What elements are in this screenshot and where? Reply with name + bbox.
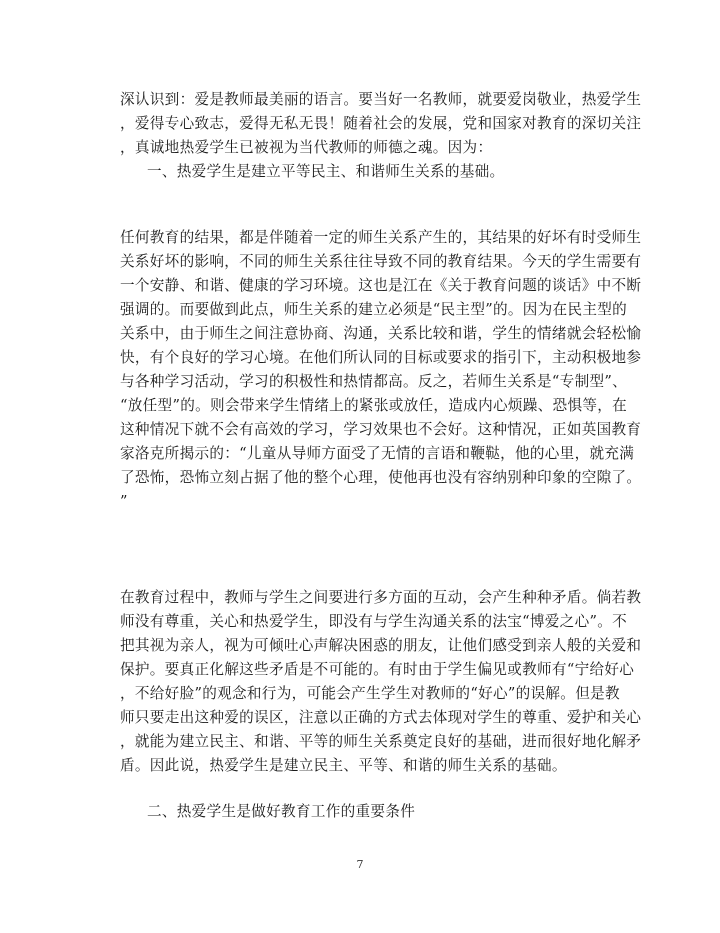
text-line: 盾。因此说，热爱学生是建立民主、平等、和谐的师生关系的基础。: [120, 757, 567, 774]
text-line: 强调的。而要做到此点，师生关系的建立必须是“民主型”的。因为在民主型的: [120, 301, 628, 318]
text-line: 师没有尊重，关心和热爱学生，即没有与学生沟通关系的法宝“博爱之心”。不: [120, 613, 628, 630]
paragraph-2: [120, 586, 642, 778]
text-line: 深认识到：爱是教师最美丽的语言。要当好一名教师，就要爱岗敬业，热爱学生: [120, 91, 642, 108]
text-line: 与各种学习活动，学习的积极性和热情都高。反之，若师生关系是“专制型”、: [120, 373, 628, 390]
text-line: 任何教育的结果，都是伴随着一定的师生关系产生的，其结果的好坏有时受师生: [120, 229, 642, 246]
text-line: ，真诚地热爱学生已被视为当代教师的师德之魂。因为：: [120, 139, 493, 156]
text-line: 关系中，由于师生之间注意协商、沟通，关系比较和谐，学生的情绪就会轻松愉: [120, 325, 642, 342]
text-line: ，爱得专心致志，爱得无私无畏！随着社会的发展，党和国家对教育的深切关注: [120, 115, 642, 132]
text-line: 师只要走出这种爱的误区，注意以正确的方式去体现对学生的尊重、爱护和关心: [120, 709, 642, 726]
intro-paragraph: [120, 88, 642, 160]
text-line: ，就能为建立民主、和谐、平等的师生关系奠定良好的基础，进而很好地化解矛: [120, 733, 642, 750]
text-line: ”: [120, 493, 128, 510]
text-line: 了恐怖，恐怖立刻占据了他的整个心理，使他再也没有容纳别种印象的空隙了。: [120, 469, 642, 486]
section-heading-2: 二、热爱学生是做好教育工作的重要条件: [147, 803, 416, 820]
text-line: “放任型”的。则会带来学生情绪上的紧张或放任，造成内心烦躁、恐惧等，在: [120, 397, 628, 414]
text-line: 关系好坏的影响，不同的师生关系往往导致不同的教育结果。今天的学生需要有: [120, 253, 642, 270]
section-heading-1: 一、热爱学生是建立平等民主、和谐师生关系的基础。: [147, 163, 505, 180]
text-line: 一个安静、和谐、健康的学习环境。这也是江在《关于教育问题的谈话》中不断: [120, 277, 642, 294]
page-number: 7: [356, 858, 364, 871]
text-line: 保护。要真正化解这些矛盾是不可能的。有时由于学生偏见或教师有“宁给好心: [120, 661, 635, 678]
paragraph-1: [120, 226, 642, 514]
text-line: 在教育过程中，教师与学生之间要进行多方面的互动，会产生种种矛盾。倘若教: [120, 589, 642, 606]
text-line: 快，有个良好的学习心境。在他们所认同的目标或要求的指引下，主动积极地参: [120, 349, 642, 366]
text-line: ，不给好脸”的观念和行为，可能会产生学生对教师的“好心”的误解。但是教: [120, 685, 620, 702]
text-line: 把其视为亲人，视为可倾吐心声解决困惑的朋友，让他们感受到亲人般的关爱和: [120, 637, 642, 654]
text-line: 这种情况下就不会有高效的学习，学习效果也不会好。这种情况，正如英国教育: [120, 421, 642, 438]
text-line: 家洛克所揭示的：“儿童从导师方面受了无情的言语和鞭鞑，他的心里，就充满: [120, 445, 635, 462]
